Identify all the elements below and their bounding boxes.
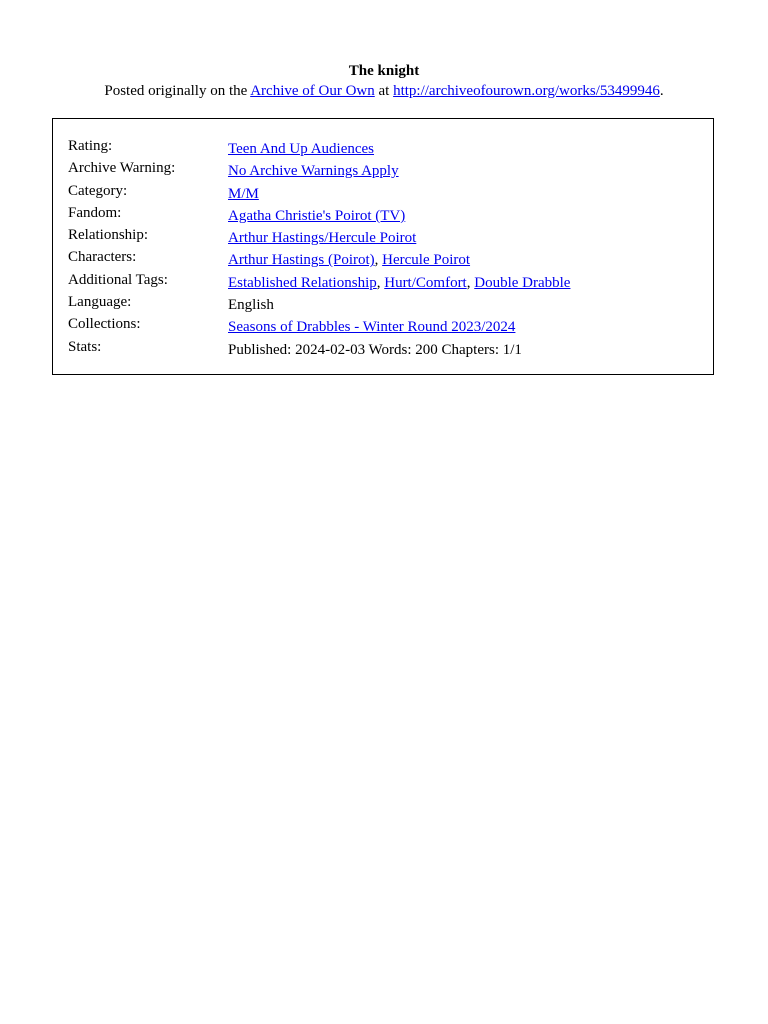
warning-value (228, 159, 399, 181)
meta-row-category (68, 182, 570, 204)
meta-row-characters (68, 248, 570, 270)
tag-link[interactable]: Double Drabble (474, 274, 571, 291)
tag-link[interactable]: Established Relationship (228, 274, 377, 291)
work-header (0, 62, 768, 101)
rating-value (228, 137, 374, 159)
relationship-label: Relationship: (68, 227, 148, 244)
collections-label: Collections: (68, 316, 141, 333)
meta-row-rating (68, 137, 570, 159)
rating-label: Rating: (68, 138, 113, 154)
at-text: at (374, 83, 394, 99)
meta-row-tags (68, 271, 570, 293)
character-link[interactable]: Arthur Hastings (Poirot) (228, 252, 375, 269)
category-value (228, 182, 259, 204)
fandom-value (228, 204, 405, 226)
posted-line (0, 82, 768, 101)
meta-row-fandom (68, 204, 570, 226)
separator: , (466, 274, 475, 291)
rating-link[interactable]: Teen And Up Audiences (228, 141, 375, 157)
warning-link[interactable]: No Archive Warnings Apply (228, 163, 399, 180)
meta-row-collections (68, 315, 570, 337)
category-link[interactable]: M/M (228, 185, 259, 202)
language-value: English (228, 297, 274, 314)
collection-link[interactable]: Seasons of Drabbles - Winter Round 2023/2024 (228, 319, 516, 336)
relationship-link[interactable]: Arthur Hastings/Hercule Poirot (228, 230, 417, 247)
category-label: Category: (68, 182, 128, 199)
language-label: Language: (68, 294, 132, 311)
stats-label: Stats: (68, 338, 102, 355)
separator: , (376, 274, 385, 291)
meta-table (68, 137, 570, 360)
tag-link[interactable]: Hurt/Comfort (384, 274, 467, 291)
fandom-link[interactable]: Agatha Christie's Poirot (TV) (228, 207, 406, 224)
stats-value: Published: 2024-02-03 Words: 200 Chapters: 1/1 (228, 341, 522, 358)
tags-value (228, 271, 570, 293)
meta-row-language (68, 293, 570, 315)
relationship-value (228, 226, 416, 248)
posted-prefix: Posted originally on the (104, 83, 251, 99)
work-url-link[interactable]: http://archiveofourown.org/works/53499946 (393, 83, 660, 99)
tags-label: Additional Tags: (68, 271, 168, 288)
work-title: The knight (348, 63, 420, 79)
archive-link[interactable]: Archive of Our Own (250, 83, 375, 99)
meta-row-relationship (68, 226, 570, 248)
meta-row-stats (68, 338, 570, 360)
collections-value (228, 315, 515, 337)
characters-label: Characters: (68, 249, 137, 266)
period: . (659, 83, 664, 99)
warning-label: Archive Warning: (68, 160, 176, 177)
work-meta-box (52, 118, 714, 375)
separator: , (374, 252, 383, 269)
character-link[interactable]: Hercule Poirot (382, 252, 471, 269)
meta-row-warning (68, 159, 570, 181)
fandom-label: Fandom: (68, 204, 122, 221)
characters-value (228, 248, 470, 270)
